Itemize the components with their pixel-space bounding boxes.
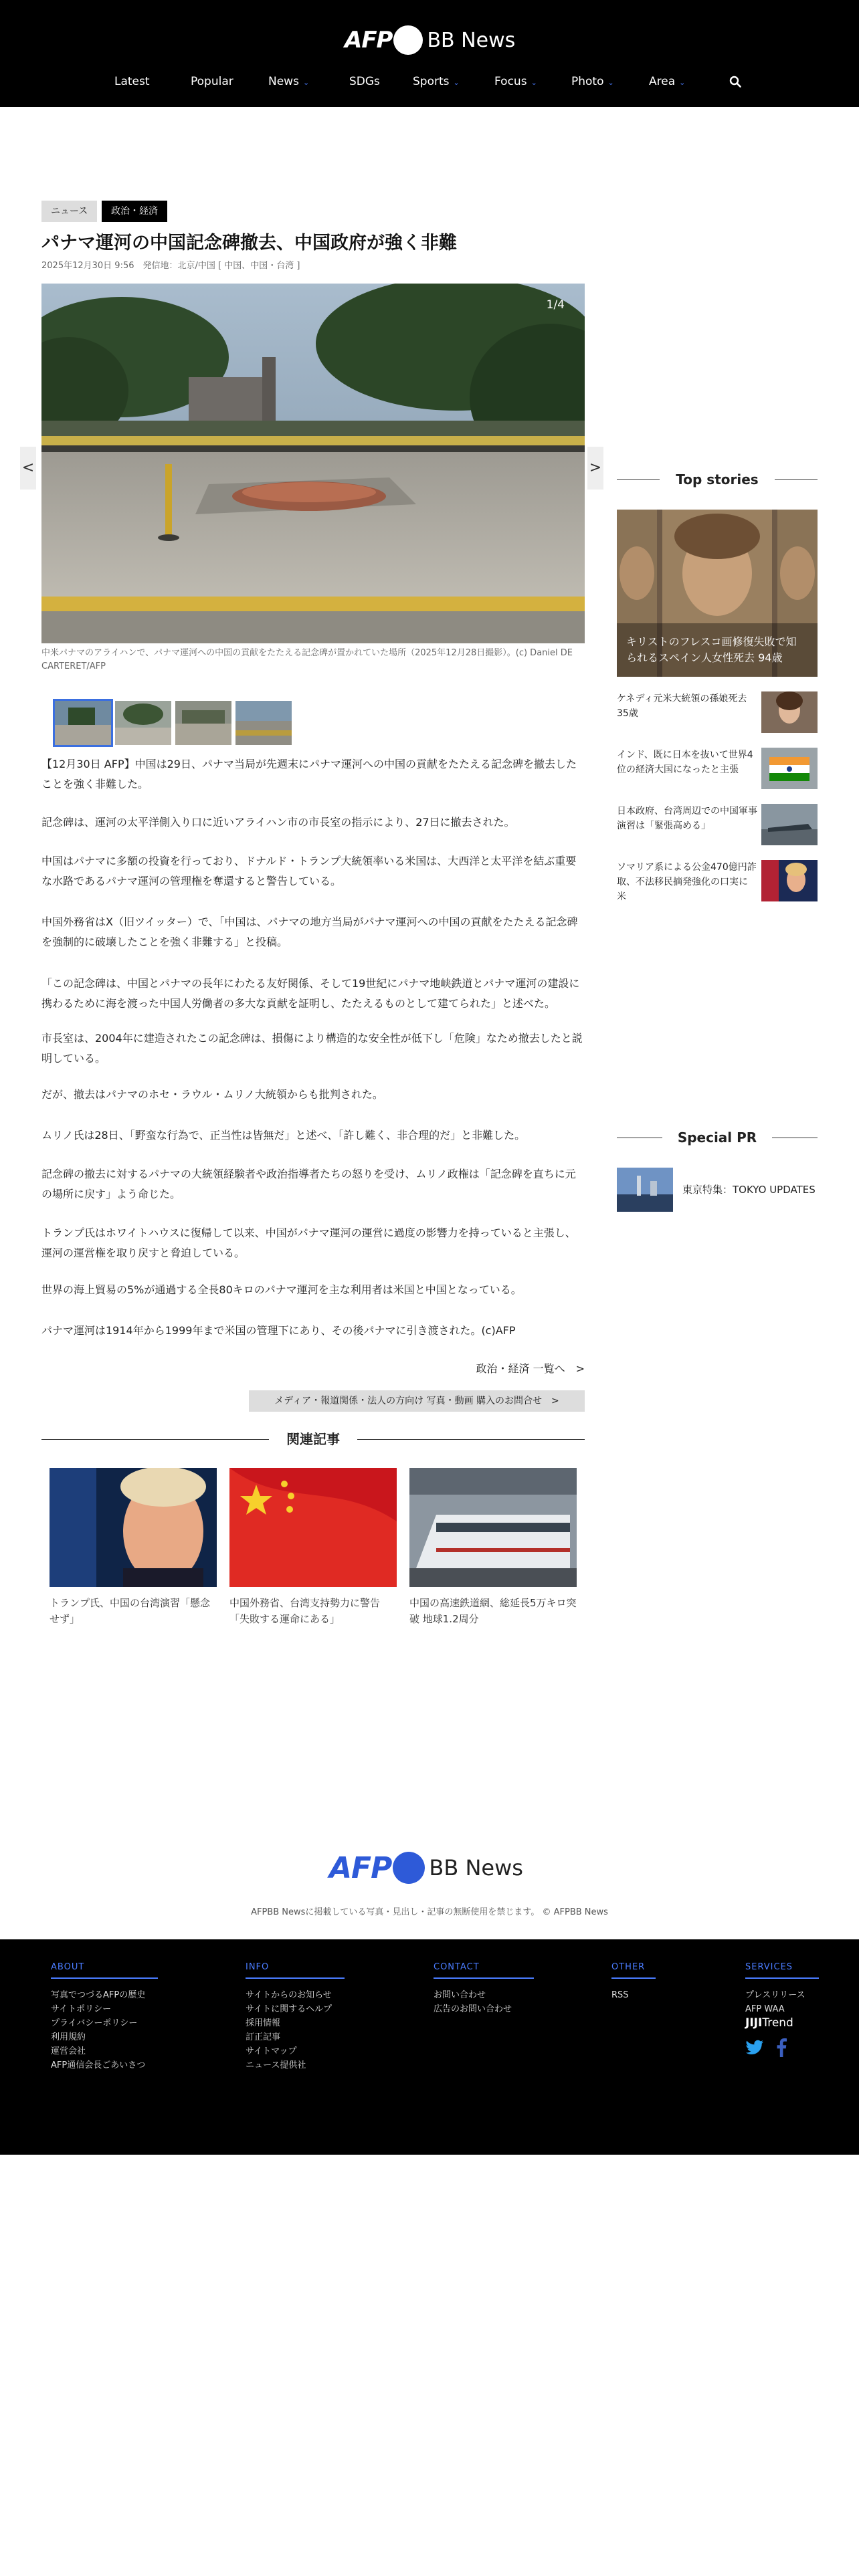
divider xyxy=(775,479,818,480)
footer-logo[interactable] xyxy=(329,1851,523,1885)
footer-link[interactable]: サイトからのお知らせ xyxy=(246,1990,332,2000)
article-paragraph: だが、撤去はパナマのホセ・ラウル・ムリノ大統領からも批判された。 xyxy=(41,1088,383,1101)
footer-col-about xyxy=(51,1962,158,2072)
article-meta: 2025年12月30日 9:56 発信地：北京/中国 [ 中国、中国・台湾 ] xyxy=(41,261,300,271)
footer-link[interactable]: お問い合わせ xyxy=(434,1990,486,2000)
nav-latest[interactable]: Latest xyxy=(114,75,150,88)
chevron-down-icon: ⌄ xyxy=(679,78,686,87)
top-story-item[interactable] xyxy=(617,860,818,903)
top-story-thumbnail xyxy=(761,748,818,789)
search-icon[interactable] xyxy=(729,76,741,88)
photo-next-button[interactable]: > xyxy=(587,447,603,490)
chevron-down-icon: ⌄ xyxy=(453,78,460,87)
article-paragraph: 中国はパナマに多額の投資を行っており、ドナルド・トランプ大統領率いる米国は、大西洋と太平洋を結ぶ重要な水路であるパナマ運河の管理権を奪還すると警告している。 xyxy=(41,855,577,887)
facebook-icon[interactable] xyxy=(776,2038,787,2057)
main-nav xyxy=(0,71,859,92)
chevron-down-icon: ⌄ xyxy=(302,78,310,87)
article-paragraph: パナマ運河は1914年から1999年まで米国の管理下にあり、その後パナマに引き渡された。(c)AFP xyxy=(41,1324,516,1337)
footer-link[interactable]: 広告のお問い合わせ xyxy=(434,2004,512,2014)
special-pr-thumbnail xyxy=(617,1168,673,1212)
footer-col-services xyxy=(745,1962,819,2057)
main-photo[interactable] xyxy=(41,284,585,643)
nav-news[interactable]: News ⌄ xyxy=(268,75,310,88)
photo-prev-button[interactable]: < xyxy=(20,447,36,490)
nav-popular[interactable]: Popular xyxy=(191,75,233,88)
chevron-down-icon: ⌄ xyxy=(607,78,614,87)
top-story-thumbnail xyxy=(761,860,818,901)
category-list-link[interactable]: 政治・経済 一覧へ > xyxy=(476,1362,585,1375)
nav-sports[interactable]: Sports ⌄ xyxy=(413,75,460,88)
photo-thumbnail-4[interactable] xyxy=(235,701,292,745)
article-paragraph: 「この記念碑は、中国とパナマの長年にわたる友好関係、そして19世紀にパナマ地峡鉄道とパナマ運河の建設に携わるために海を渡った中国人労働者の多大な貢献を証明し、たたえるものとして建てられた」と述べた。 xyxy=(41,977,580,1010)
article-paragraph: ムリノ氏は28日、「野蛮な行為で、正当性は皆無だ」と述べ、「許し難く、非合理的だ」と非難した。 xyxy=(41,1129,526,1142)
top-story-featured-title: キリストのフレスコ画修復失敗で知られるスペイン人女性死去 94歳 xyxy=(626,635,797,664)
logo-dot-icon xyxy=(393,25,423,55)
panama-monument-site-photo xyxy=(41,284,585,643)
article-title: パナマ運河の中国記念碑撤去、中国政府が強く非難 xyxy=(41,233,457,253)
top-story-title: ソマリア系による公金470億円詐取、不法移民摘発強化の口実に 米 xyxy=(617,862,757,902)
special-pr-item[interactable] xyxy=(617,1168,818,1213)
article-paragraph: 記念碑の撤去に対するパナマの大統領経験者や政治指導者たちの怒りを受け、ムリノ政権は「記念碑を直ちに元の場所に戻す」よう命じた。 xyxy=(41,1168,576,1200)
top-story-title: インド、既に日本を抜いて世界4位の経済大国になったと主張 xyxy=(617,750,753,775)
site-footer xyxy=(0,1939,859,2155)
footer-link[interactable]: AFP WAA xyxy=(745,2004,785,2014)
footer-col-contact xyxy=(434,1962,534,2016)
site-logo[interactable] xyxy=(345,24,515,56)
special-pr-title: 東京特集：TOKYO UPDATES xyxy=(682,1184,816,1196)
media-inquiry-button[interactable]: メディア・報道関係・法人の方向け 写真・動画 購入のお問合せ > xyxy=(249,1390,585,1412)
article-paragraph: 【12月30日 AFP】中国は29日、パナマ当局が先週末にパナマ運河への中国の貢献をたたえる記念碑を撤去したことを強く非難した。 xyxy=(41,758,577,790)
related-title: トランプ氏、中国の台湾演習「懸念せず」 xyxy=(50,1597,211,1625)
footer-link[interactable]: プレスリリース xyxy=(745,1990,805,2000)
nav-focus[interactable]: Focus ⌄ xyxy=(494,75,537,88)
logo-bbnews-text: BB News xyxy=(427,28,516,52)
nav-area[interactable]: Area ⌄ xyxy=(649,75,686,88)
photo-thumbnail-2[interactable] xyxy=(115,701,171,745)
related-image xyxy=(409,1468,577,1587)
footer-col-info xyxy=(246,1962,345,2072)
footer-link[interactable]: ニュース提供社 xyxy=(246,2060,306,2070)
top-stories-heading xyxy=(617,469,818,490)
twitter-icon[interactable] xyxy=(745,2040,764,2056)
footer-link[interactable]: サイトに関するヘルプ xyxy=(246,2004,332,2014)
related-title: 中国外務省、台湾支持勢力に警告「失敗する運命にある」 xyxy=(229,1597,381,1625)
top-story-title: 日本政府、台湾周辺での中国軍事演習は「緊張高める」 xyxy=(617,806,757,831)
footer-logo-afp-text: AFP xyxy=(329,1850,392,1885)
top-story-item[interactable] xyxy=(617,691,818,734)
photo-counter: 1/4 xyxy=(546,298,565,312)
related-card[interactable] xyxy=(229,1468,397,1627)
footer-link[interactable]: AFP通信会長ごあいさつ xyxy=(51,2060,146,2070)
article-paragraph: トランプ氏はホワイトハウスに復帰して以来、中国がパナマ運河の運営に過度の影響力を持っていると主張し、運河の運営権を取り戻すと脅迫している。 xyxy=(41,1226,576,1259)
site-header xyxy=(0,0,859,107)
top-stories-label: Top stories xyxy=(676,471,759,488)
related-card[interactable] xyxy=(409,1468,577,1627)
related-card[interactable] xyxy=(50,1468,217,1627)
tag-news[interactable]: ニュース xyxy=(41,201,97,222)
nav-photo[interactable]: Photo ⌄ xyxy=(571,75,614,88)
social-links xyxy=(745,2038,819,2057)
photo-caption: 中米パナマのアライハンで、パナマ運河への中国の貢献をたたえる記念碑が置かれていた場所（2025年12月28日撮影）。(c) Daniel DE CARTERET/AFP xyxy=(41,648,573,671)
footer-heading: SERVICES xyxy=(745,1962,819,1979)
jiji-trend-text: Trend xyxy=(762,2016,793,2030)
footer-link[interactable]: 訂正記事 xyxy=(246,2032,281,2042)
top-story-title: ケネディ元米大統領の孫娘死去 35歳 xyxy=(617,693,747,719)
top-story-item[interactable] xyxy=(617,804,818,847)
article-paragraph: 世界の海上貿易の5%が通過する全長80キロのパナマ運河を主な利用者は米国と中国となっている。 xyxy=(41,1283,522,1296)
footer-logo-bbnews-text: BB News xyxy=(429,1855,523,1881)
article-paragraph: 記念碑は、運河の太平洋側入り口に近いアライハン市の市長室の指示により、27日に撤去された。 xyxy=(41,816,515,829)
footer-link[interactable]: 採用情報 xyxy=(246,2018,281,2028)
related-image xyxy=(229,1468,397,1587)
article-paragraph: 中国外務省はX（旧ツイッター）で、「中国は、パナマの地方当局がパナマ運河への中国の貢献をたたえる記念碑を強制的に破壊したことを強く非難する」と投稿。 xyxy=(41,916,578,948)
copyright: AFPBB Newsに掲載している写真・見出し・記事の無断使用を禁じます。 © AFPBB News xyxy=(251,1907,608,1917)
nav-sdgs[interactable]: SDGs xyxy=(349,75,380,88)
divider xyxy=(41,1439,269,1440)
top-story-item[interactable] xyxy=(617,748,818,790)
footer-link[interactable]: RSS xyxy=(611,1990,629,2000)
jiji-bold: JIJI xyxy=(745,2016,763,2030)
tag-politics-economy[interactable]: 政治・経済 xyxy=(102,201,167,222)
jiji-trend-link[interactable] xyxy=(745,2016,819,2030)
footer-heading: OTHER xyxy=(611,1962,656,1979)
footer-link[interactable]: サイトマップ xyxy=(246,2046,297,2056)
photo-thumbnail-3[interactable] xyxy=(175,701,231,745)
footer-heading: INFO xyxy=(246,1962,345,1979)
footer-link[interactable]: 運営会社 xyxy=(51,2046,86,2056)
footer-logo-dot-icon xyxy=(393,1852,425,1884)
special-pr-label: Special PR xyxy=(677,1130,757,1146)
divider xyxy=(617,479,660,480)
footer-link[interactable]: 写真でつづるAFPの歴史 xyxy=(51,1990,146,2000)
divider xyxy=(357,1439,585,1440)
footer-link[interactable]: 利用規約 xyxy=(51,2032,86,2042)
footer-col-other xyxy=(611,1962,656,2002)
photo-thumbnail-1[interactable] xyxy=(55,701,111,745)
footer-heading: CONTACT xyxy=(434,1962,534,1979)
footer-heading: ABOUT xyxy=(51,1962,158,1979)
related-title: 中国の高速鉄道網、総延長5万キロ突破 地球1.2周分 xyxy=(409,1597,577,1625)
footer-link[interactable]: プライバシーポリシー xyxy=(51,2018,138,2028)
top-story-thumbnail xyxy=(761,691,818,733)
related-heading xyxy=(41,1429,585,1449)
related-image xyxy=(50,1468,217,1587)
related-heading-label: 関連記事 xyxy=(286,1431,340,1447)
top-story-featured[interactable] xyxy=(617,510,818,677)
logo-afp-text: AFP xyxy=(345,27,393,53)
special-pr-heading xyxy=(617,1128,818,1148)
chevron-down-icon: ⌄ xyxy=(531,78,537,87)
top-story-thumbnail xyxy=(761,804,818,845)
article-paragraph: 市長室は、2004年に建造されたこの記念碑は、損傷により構造的な安全性が低下し「危険」なため撤去したと説明している。 xyxy=(41,1032,583,1065)
footer-link[interactable]: サイトポリシー xyxy=(51,2004,112,2014)
